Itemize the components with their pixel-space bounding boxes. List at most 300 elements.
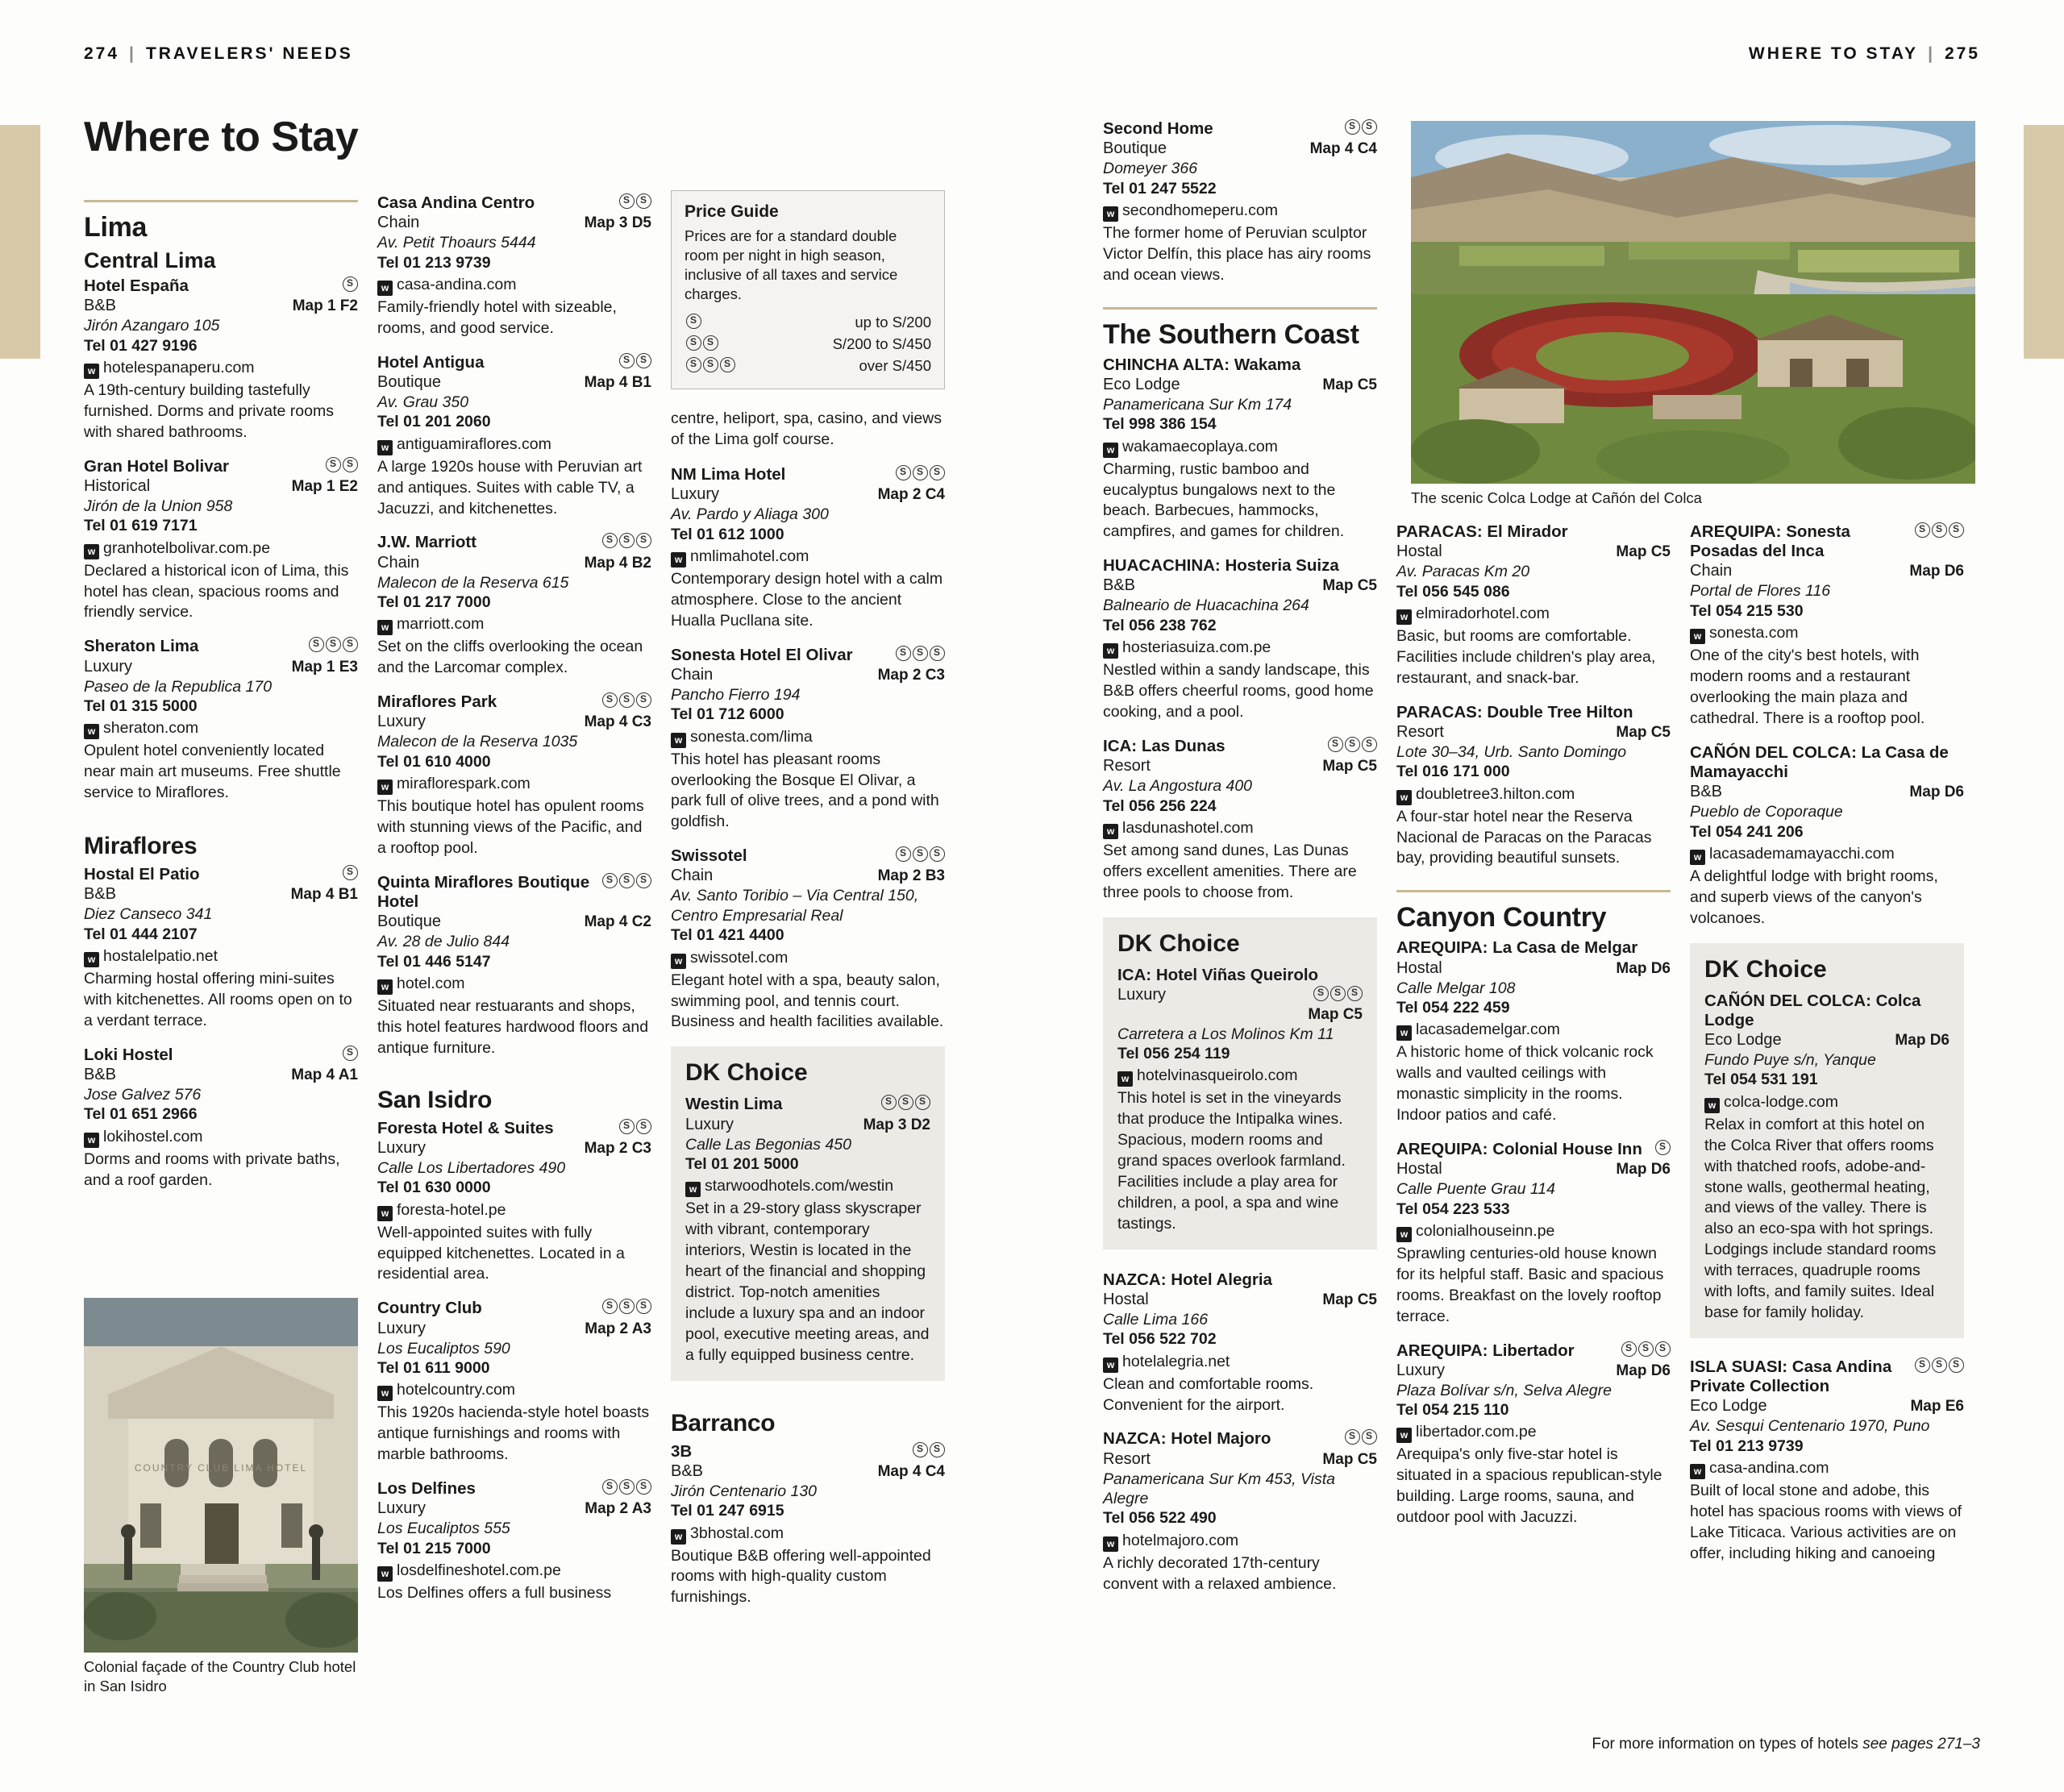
map-ref: Map C5 xyxy=(1322,376,1377,393)
hotel-description: Charming hostal offering mini-suites with kitchenettes. All rooms open on to a verdant terrace. xyxy=(84,969,352,1029)
hotel-name: Loki Hostel xyxy=(84,1045,173,1064)
hotel-address: Calle Los Libertadores 490 xyxy=(377,1158,566,1177)
hotel-tel: Tel 01 611 9000 xyxy=(377,1358,490,1377)
hotel-name: Sonesta Hotel El Olivar xyxy=(671,645,853,664)
hotel-name: J.W. Marriott xyxy=(377,533,477,552)
hotel-type: Luxury xyxy=(84,657,133,676)
hotel-entry xyxy=(377,1299,651,1466)
hotel-entry xyxy=(84,637,358,804)
hotel-website[interactable]: nmlimahotel.com xyxy=(690,547,809,565)
price-guide-label: S/200 to S/450 xyxy=(832,335,931,353)
column-5 xyxy=(1396,522,1671,1542)
hotel-type: Boutique xyxy=(377,913,441,931)
hotel-address: Los Eucaliptos 590 xyxy=(377,1339,510,1358)
hotel-tel: Tel 01 619 7171 xyxy=(84,517,198,535)
hotel-name: Country Club xyxy=(377,1299,482,1318)
web-icon: w xyxy=(671,954,686,969)
web-icon: w xyxy=(377,1206,393,1221)
price-guide-note: Prices are for a standard double room per night in high season, inclusive of all taxes and service charges. xyxy=(685,227,898,303)
hotel-entry xyxy=(377,353,651,520)
hotel-type: Resort xyxy=(1103,1449,1151,1468)
hotel-tel: Tel 056 238 762 xyxy=(1103,616,1217,634)
hotel-entry xyxy=(1103,737,1377,904)
hotel-address: Portal de Flores 116 xyxy=(1690,582,1831,601)
hotel-entry xyxy=(1396,703,1671,870)
hotel-website[interactable]: miraflorespark.com xyxy=(397,775,531,793)
price-rating xyxy=(601,1479,651,1498)
hotel-description: Set on the cliffs overlooking the ocean and the Larcomar complex. xyxy=(377,638,643,677)
map-ref: Map 4 C4 xyxy=(877,1462,945,1480)
hotel-website[interactable]: starwoodhotels.com/westin xyxy=(705,1177,894,1195)
hotel-tel: Tel 01 315 5000 xyxy=(84,696,198,715)
price-rating xyxy=(1654,1140,1671,1158)
map-ref: Map C5 xyxy=(1322,1450,1377,1468)
hotel-type: Boutique xyxy=(1103,139,1167,158)
hotel-type: Eco Lodge xyxy=(1704,1031,1782,1050)
hotel-name: Hostal El Patio xyxy=(84,865,200,884)
hotel-tel: Tel 01 630 0000 xyxy=(377,1179,491,1197)
hotel-type: B&B xyxy=(671,1461,704,1480)
hotel-type: Chain xyxy=(671,665,714,684)
hotel-address: Jose Galvez 576 xyxy=(84,1085,202,1104)
photo-caption: The scenic Colca Lodge at Cañón del Colca xyxy=(1411,489,1702,506)
hotel-address: Calle Lima 166 xyxy=(1103,1310,1209,1328)
hotel-website[interactable]: lokihostel.com xyxy=(103,1127,203,1145)
hotel-tel: Tel 01 421 4400 xyxy=(671,926,784,945)
hotel-description: Set in a 29-story glass skyscraper with vibrant, contemporary interiors, Westin is located in the heart of the financial and shopping district. Top-notch amenities include a luxury spa and an indoor pool, executive meeting areas, and a fully equipped business centre. xyxy=(685,1200,930,1364)
hotel-description: Sprawling centuries-old house known for its helpful staff. Basic and spacious rooms. Breakfast on the lovely rooftop terrace. xyxy=(1396,1244,1664,1325)
running-head-left: 274 | TRAVELERS' NEEDS xyxy=(84,44,353,63)
hotel-type: Resort xyxy=(1396,722,1444,741)
hotel-name: AREQUIPA: Libertador xyxy=(1396,1341,1575,1360)
subregion-heading-san-isidro: San Isidro xyxy=(377,1086,493,1113)
hotel-type: Luxury xyxy=(377,713,427,731)
hotel-name: AREQUIPA: Sonesta Posadas del Inca xyxy=(1690,522,1850,561)
hotel-type: Chain xyxy=(377,553,420,572)
hotel-description: Basic, but rooms are comfortable. Facilities include children's play area, restaurant, and snack-bar. xyxy=(1396,626,1656,687)
hotel-website[interactable]: sonesta.com/lima xyxy=(690,727,813,746)
price-rating xyxy=(1312,986,1363,1005)
hotel-type: Historical xyxy=(84,476,151,495)
hotel-address: Domeyer 366 xyxy=(1103,160,1198,178)
hotel-address: Pueblo de Coporaque xyxy=(1690,803,1843,821)
hotel-tel: Tel 01 612 1000 xyxy=(671,525,784,543)
hotel-type: Chain xyxy=(377,214,420,232)
hotel-description: Nestled within a sandy landscape, this B&B offers cheerful rooms, good home cooking, and a pool. xyxy=(1103,661,1374,721)
page-number-left: 274 xyxy=(84,44,120,63)
web-icon: w xyxy=(1396,790,1412,805)
running-head-right-text: WHERE TO STAY xyxy=(1748,44,1919,63)
web-icon: w xyxy=(1690,1464,1705,1479)
map-ref: Map 1 F2 xyxy=(292,297,358,315)
dk-choice-box-vinas-queirolo xyxy=(1103,917,1377,1249)
region-heading-southern-coast: The Southern Coast xyxy=(1103,307,1377,351)
web-icon: w xyxy=(377,780,393,795)
map-ref: Map 2 A3 xyxy=(585,1320,651,1337)
hotel-website[interactable]: granhotelbolivar.com.pe xyxy=(103,538,271,557)
web-icon: w xyxy=(377,281,393,296)
hotel-entry xyxy=(84,457,358,624)
hotel-name: NAZCA: Hotel Alegria xyxy=(1103,1270,1272,1289)
hotel-website[interactable]: wakamaecoplaya.com xyxy=(1122,437,1278,455)
hotel-name: Hotel España xyxy=(84,276,189,295)
map-ref: Map 2 B3 xyxy=(877,867,945,885)
hotel-entry xyxy=(671,646,945,834)
web-icon: w xyxy=(671,1529,686,1545)
hotel-website[interactable]: colonialhouseinn.pe xyxy=(1416,1221,1555,1240)
hotel-website[interactable]: hotelcountry.com xyxy=(397,1381,516,1399)
hotel-type: Luxury xyxy=(671,485,720,504)
hotel-description: Relax in comfort at this hotel on the Colca River that offers rooms with thatched roofs, adobe-and-stone walls, geothermal heating, and views of the valley. There is also an eco-spa with hot springs. Lodgings include standard rooms with terraces, quadruple rooms with lofts, and family suites. Ideal base for family holiday. xyxy=(1704,1115,1937,1322)
hotel-website[interactable]: marriott.com xyxy=(397,615,485,634)
map-ref: Map D6 xyxy=(1616,1161,1671,1179)
hotel-website[interactable]: lacasademamayacchi.com xyxy=(1709,844,1895,863)
hotel-description: The former home of Peruvian sculptor Victor Delfín, this place has airy rooms and ocean views. xyxy=(1103,223,1371,284)
hotel-entry xyxy=(1103,119,1377,286)
hotel-entry xyxy=(377,873,651,1059)
hotel-type: Hostal xyxy=(1103,1290,1149,1308)
hotel-website[interactable]: doubletree3.hilton.com xyxy=(1416,784,1575,803)
hotel-entry xyxy=(1103,556,1377,723)
hotel-name: CHINCHA ALTA: Wakama xyxy=(1103,355,1301,374)
hotel-website[interactable]: hotelespanaperu.com xyxy=(103,358,255,376)
map-ref: Map 1 E2 xyxy=(291,477,358,495)
hotel-description: Boutique B&B offering well-appointed rooms with high-quality custom furnishings. xyxy=(671,1546,931,1607)
hotel-description: This hotel is set in the vineyards that produce the Intipalka wines. Spacious, modern rooms and grand spaces overlook farmland. Facilities include a play area for children, a pool, a spa and wine tastings. xyxy=(1117,1089,1346,1233)
hotel-entry xyxy=(1690,1358,1964,1565)
web-icon: w xyxy=(377,979,393,995)
hotel-description: Clean and comfortable rooms. Convenient for the airport. xyxy=(1103,1374,1314,1414)
hotel-tel: Tel 054 223 533 xyxy=(1396,1200,1510,1218)
hotel-type: Luxury xyxy=(1396,1361,1446,1379)
map-ref: Map 4 B1 xyxy=(290,886,358,904)
web-icon: w xyxy=(1396,1227,1412,1242)
hotel-tel: Tel 056 256 224 xyxy=(1103,796,1217,815)
web-icon: w xyxy=(1690,850,1705,865)
map-ref: Map 4 B1 xyxy=(584,373,651,391)
web-icon: w xyxy=(84,364,99,379)
web-icon: w xyxy=(1103,443,1118,458)
hotel-website[interactable]: secondhomeperu.com xyxy=(1122,201,1278,219)
hotel-description: Well-appointed suites with fully equipped kitchenettes. Located in a residential area. xyxy=(377,1223,625,1283)
hotel-entry xyxy=(1103,1270,1377,1416)
hotel-website[interactable]: losdelfineshotel.com.pe xyxy=(397,1561,561,1579)
web-icon: w xyxy=(84,1133,99,1148)
hotel-name: Casa Andina Centro xyxy=(377,193,535,212)
map-ref: Map 2 C3 xyxy=(584,1139,651,1157)
hotel-name: Hotel Antigua xyxy=(377,352,485,372)
price-rating xyxy=(601,873,651,892)
web-icon: w xyxy=(1103,1536,1118,1552)
map-ref: Map D6 xyxy=(1616,959,1671,977)
web-icon: w xyxy=(84,724,99,739)
hotel-name: AREQUIPA: Colonial House Inn xyxy=(1396,1139,1642,1158)
hotel-address: Panamericana Sur Km 453, Vista Alegre xyxy=(1103,1470,1335,1508)
hotel-entry xyxy=(1103,1429,1377,1595)
hotel-description: Situated near restuarants and shops, this hotel features hardwood floors and antique furniture. xyxy=(377,996,649,1057)
dk-choice-title: DK Choice xyxy=(1117,929,1240,957)
map-ref: Map E6 xyxy=(1910,1398,1964,1416)
price-rating xyxy=(685,314,701,332)
hotel-address: Av. 28 de Julio 844 xyxy=(377,933,510,951)
map-ref: Map 3 D5 xyxy=(584,214,651,232)
photo-caption: Colonial façade of the Country Club hotel in San Isidro xyxy=(84,1658,356,1695)
hotel-type: Luxury xyxy=(377,1138,427,1157)
hotel-website[interactable]: hosteriasuiza.com.pe xyxy=(1122,638,1271,657)
price-rating xyxy=(1913,522,1964,541)
hotel-address: Malecon de la Reserva 1035 xyxy=(377,733,578,751)
map-ref: Map C5 xyxy=(1308,1005,1363,1023)
web-icon: w xyxy=(671,733,686,748)
hotel-website[interactable]: antiguamiraflores.com xyxy=(397,434,551,453)
hotel-name: Foresta Hotel & Suites xyxy=(377,1118,554,1137)
map-ref: Map 2 C3 xyxy=(877,666,945,684)
hotel-address: Av. Pardo y Aliaga 300 xyxy=(671,505,829,524)
hotel-website[interactable]: swissotel.com xyxy=(690,948,789,967)
hotel-name: Miraflores Park xyxy=(377,692,497,712)
footnote xyxy=(1592,1736,1980,1753)
web-icon: w xyxy=(1103,1358,1118,1373)
hotel-address: Av. Sesqui Centenario 1970, Puno xyxy=(1690,1417,1930,1436)
hotel-description: A delightful lodge with bright rooms, and superb views of the canyon's volcanoes. xyxy=(1690,867,1938,927)
hotel-website[interactable]: foresta-hotel.pe xyxy=(397,1200,506,1219)
map-ref: Map D6 xyxy=(1616,1362,1671,1379)
map-ref: Map C5 xyxy=(1322,577,1377,595)
column-1 xyxy=(84,200,358,1204)
hotel-description-continued: centre, heliport, spa, casino, and views of the Lima golf course. xyxy=(671,410,943,449)
hotel-website[interactable]: hotelmajoro.com xyxy=(1122,1531,1239,1549)
hotel-description: A four-star hotel near the Reserva Nacional de Paracas on the Paracas bay, providing beautiful sunsets. xyxy=(1396,807,1652,867)
hotel-tel: Tel 054 222 459 xyxy=(1396,998,1510,1017)
hotel-type: B&B xyxy=(84,885,117,904)
web-icon: w xyxy=(1103,643,1118,659)
hotel-tel: Tel 016 171 000 xyxy=(1396,763,1510,781)
web-icon: w xyxy=(84,952,99,967)
price-rating xyxy=(341,865,358,884)
colca-lodge-image xyxy=(1411,121,1975,484)
region-heading-canyon-country: Canyon Country xyxy=(1396,890,1671,933)
hotel-entry xyxy=(84,865,358,1032)
web-icon: w xyxy=(671,552,686,568)
hotel-website[interactable]: casa-andina.com xyxy=(1709,1459,1829,1478)
hotel-entry xyxy=(1396,522,1671,689)
web-icon: w xyxy=(1396,1428,1412,1443)
hotel-tel: Tel 01 213 9739 xyxy=(1690,1437,1804,1455)
price-guide-box xyxy=(671,190,945,389)
hotel-tel: Tel 01 247 5522 xyxy=(1103,179,1217,197)
price-guide-row xyxy=(685,355,931,377)
hotel-description: Built of local stone and adobe, this hotel has spacious rooms with views of Lake Titicaca. Various activities are on offer, including hiking and canoeing xyxy=(1690,1482,1962,1562)
price-rating xyxy=(1326,737,1377,755)
hotel-website[interactable]: lacasademelgar.com xyxy=(1416,1021,1560,1039)
hotel-type: Chain xyxy=(1690,562,1733,580)
hotel-address: Av. Grau 350 xyxy=(377,393,469,411)
hotel-tel: Tel 054 215 110 xyxy=(1396,1401,1509,1420)
hotel-address: Calle Puente Grau 114 xyxy=(1396,1180,1555,1199)
hotel-description: A large 1920s house with Peruvian art and antiques. Suites with cable TV, a Jacuzzi, and kitchenettes. xyxy=(377,457,643,518)
hotel-type: Hostal xyxy=(1396,1160,1442,1179)
hotel-website[interactable]: 3bhostal.com xyxy=(690,1524,784,1542)
hotel-website[interactable]: hotel.com xyxy=(397,974,465,992)
hotel-name: HUACACHINA: Hosteria Suiza xyxy=(1103,556,1339,576)
hotel-type: Eco Lodge xyxy=(1690,1397,1767,1416)
hotel-website[interactable]: casa-andina.com xyxy=(397,275,517,293)
hotel-tel: Tel 01 201 2060 xyxy=(377,413,491,431)
hotel-type: B&B xyxy=(1103,576,1136,595)
hotel-description: Family-friendly hotel with sizeable, rooms, and good service. xyxy=(377,297,617,337)
hotel-tel: Tel 998 386 154 xyxy=(1103,415,1217,434)
price-rating xyxy=(1343,1429,1377,1448)
column-3 xyxy=(671,190,945,1622)
hotel-tel: Tel 054 215 530 xyxy=(1690,601,1804,620)
map-ref: Map 4 C4 xyxy=(1309,140,1377,158)
hotel-website[interactable]: libertador.com.pe xyxy=(1416,1423,1537,1441)
hotel-entry xyxy=(377,193,651,339)
hotel-tel: Tel 01 651 2966 xyxy=(84,1105,198,1124)
hotel-website[interactable]: sonesta.com xyxy=(1709,624,1799,642)
web-icon: w xyxy=(377,440,393,455)
web-icon: w xyxy=(1103,824,1118,839)
hotel-description: A richly decorated 17th-century convent with a relaxed ambience. xyxy=(1103,1553,1337,1593)
map-ref: Map 4 B2 xyxy=(584,554,651,572)
region-heading-lima: Lima xyxy=(84,200,358,243)
hotel-tel: Tel 01 444 2107 xyxy=(84,925,198,943)
hotel-address: Paseo de la Republica 170 xyxy=(84,677,273,696)
hotel-tel: Tel 01 217 7000 xyxy=(377,592,491,611)
hotel-description: A historic home of thick volcanic rock walls and vaulted ceilings with monastic simplicity in the rooms. Indoor patios and café. xyxy=(1396,1043,1654,1125)
price-rating xyxy=(911,1442,945,1461)
hotel-address: Diez Canseco 341 xyxy=(84,905,213,924)
hotel-website[interactable]: hotelalegria.net xyxy=(1122,1352,1230,1370)
hotel-type: B&B xyxy=(1690,783,1723,801)
map-ref: Map 4 C3 xyxy=(584,713,651,731)
hotel-type: Luxury xyxy=(377,1499,427,1518)
hotel-address: Malecon de la Reserva 615 xyxy=(377,573,569,592)
web-icon: w xyxy=(377,1566,393,1582)
hotel-name: ICA: Hotel Viñas Queirolo xyxy=(1117,965,1319,984)
web-icon: w xyxy=(377,1386,393,1401)
hotel-description: Opulent hotel conveniently located near main art museums. Free shuttle service to Miraflores. xyxy=(84,742,341,802)
hotel-website[interactable]: hotelvinasqueirolo.com xyxy=(1137,1066,1298,1085)
hotel-type: Luxury xyxy=(377,1319,427,1337)
price-rating xyxy=(324,457,358,476)
hotel-address: Calle Melgar 108 xyxy=(1396,979,1516,997)
price-rating xyxy=(894,465,945,484)
price-rating xyxy=(1913,1358,1964,1376)
hotel-name: CAÑÓN DEL COLCA: La Casa de Mamayacchi xyxy=(1690,742,1949,781)
hotel-tel: Tel 056 522 702 xyxy=(1103,1330,1217,1349)
hotel-tel: Tel 056 545 086 xyxy=(1396,582,1510,601)
hotel-address: Calle Las Begonias 450 xyxy=(685,1135,851,1154)
column-6 xyxy=(1690,522,1964,1578)
hotel-tel: Tel 056 522 490 xyxy=(1103,1509,1217,1528)
subregion-heading-barranco: Barranco xyxy=(671,1409,776,1437)
hotel-name: ICA: Las Dunas xyxy=(1103,736,1226,755)
svg-text:COUNTRY CLUB LIMA HOTEL: COUNTRY CLUB LIMA HOTEL xyxy=(134,1462,308,1474)
page-edge-tab-right xyxy=(2024,125,2064,359)
hotel-website[interactable]: hostalelpatio.net xyxy=(103,946,218,965)
running-head-right: WHERE TO STAY | 275 xyxy=(1748,44,1980,63)
hotel-description: A 19th-century building tastefully furnished. Dorms and private rooms with shared bathrooms. xyxy=(84,380,334,441)
hotel-description: Declared a historical icon of Lima, this hotel has clean, spacious rooms and friendly service. xyxy=(84,561,349,622)
web-icon: w xyxy=(1396,1025,1412,1041)
hotel-entry xyxy=(1103,355,1377,543)
hotel-entry xyxy=(1690,522,1964,730)
hotel-tel: Tel 01 446 5147 xyxy=(377,952,491,971)
hotel-type: Luxury xyxy=(1117,985,1167,1004)
hotel-entry xyxy=(84,1046,358,1191)
hotel-website[interactable]: lasdunashotel.com xyxy=(1122,818,1254,837)
hotel-description: This 1920s hacienda-style hotel boasts antique furnishings and rooms with marble bathrooms. xyxy=(377,1403,650,1464)
price-rating xyxy=(894,646,945,664)
hotel-name: AREQUIPA: La Casa de Melgar xyxy=(1396,938,1638,958)
price-guide-label: up to S/200 xyxy=(855,314,931,331)
hotel-tel: Tel 054 531 191 xyxy=(1704,1071,1818,1089)
hotel-tel: Tel 01 712 6000 xyxy=(671,705,784,724)
hotel-description: One of the city's best hotels, with modern rooms and a restaurant overlooking the main plaza and cathedral. There is a rooftop pool. xyxy=(1690,647,1925,727)
hotel-address: Pancho Fierro 194 xyxy=(671,685,801,704)
hotel-entry xyxy=(377,1119,651,1286)
hotel-website[interactable]: elmiradorhotel.com xyxy=(1416,604,1550,622)
hotel-address: Carretera a Los Molinos Km 11 xyxy=(1117,1025,1334,1043)
hotel-address: Fundo Puye s/n, Yanque xyxy=(1704,1051,1876,1070)
hotel-name: Westin Lima xyxy=(685,1095,783,1114)
map-ref: Map C5 xyxy=(1322,1291,1377,1308)
hotel-address: Jirón Azangaro 105 xyxy=(84,317,220,335)
page-edge-tab-left xyxy=(0,125,40,359)
hotel-description: Los Delfines offers a full business xyxy=(377,1583,612,1602)
hotel-entry xyxy=(1396,1140,1671,1328)
hotel-name: Second Home xyxy=(1103,119,1213,138)
hotel-type: Chain xyxy=(671,867,714,885)
hotel-entry xyxy=(84,276,358,443)
hotel-name: PARACAS: El Mirador xyxy=(1396,522,1568,541)
hotel-entry xyxy=(1396,1341,1671,1529)
map-ref: Map 2 A3 xyxy=(585,1500,651,1518)
price-rating xyxy=(618,1119,651,1137)
hotel-type: Resort xyxy=(1103,757,1151,775)
price-rating xyxy=(307,637,358,655)
price-rating xyxy=(1343,119,1377,138)
map-ref: Map 3 D2 xyxy=(863,1116,930,1133)
price-rating xyxy=(685,357,735,376)
subregion-heading-miraflores: Miraflores xyxy=(84,833,198,860)
hotel-address: Jirón Centenario 130 xyxy=(671,1482,818,1500)
hotel-entry xyxy=(1396,938,1671,1126)
hotel-name: Los Delfines xyxy=(377,1479,476,1499)
hotel-type: B&B xyxy=(84,297,117,315)
price-rating xyxy=(341,1046,358,1064)
price-guide-row xyxy=(685,312,931,334)
hotel-website[interactable]: colca-lodge.com xyxy=(1724,1092,1838,1111)
hotel-address: Balneario de Huacachina 264 xyxy=(1103,597,1309,615)
hotel-name: Quinta Miraflores Boutique Hotel xyxy=(377,872,590,912)
map-ref: Map C5 xyxy=(1616,543,1671,561)
country-club-hotel-image xyxy=(84,1298,358,1653)
hotel-tel: Tel 054 241 206 xyxy=(1690,822,1804,841)
hotel-tel: Tel 01 247 6915 xyxy=(671,1502,784,1520)
price-rating xyxy=(685,335,718,354)
dk-choice-title: DK Choice xyxy=(1704,955,1827,983)
price-rating xyxy=(601,1299,651,1317)
hotel-entry xyxy=(671,465,945,632)
hotel-entry xyxy=(377,1479,651,1604)
running-head-left-text: TRAVELERS' NEEDS xyxy=(145,44,353,63)
price-rating xyxy=(618,353,651,372)
hotel-website[interactable]: sheraton.com xyxy=(103,719,199,738)
hotel-type: Hostal xyxy=(1396,543,1442,561)
hotel-name: PARACAS: Double Tree Hilton xyxy=(1396,702,1633,721)
